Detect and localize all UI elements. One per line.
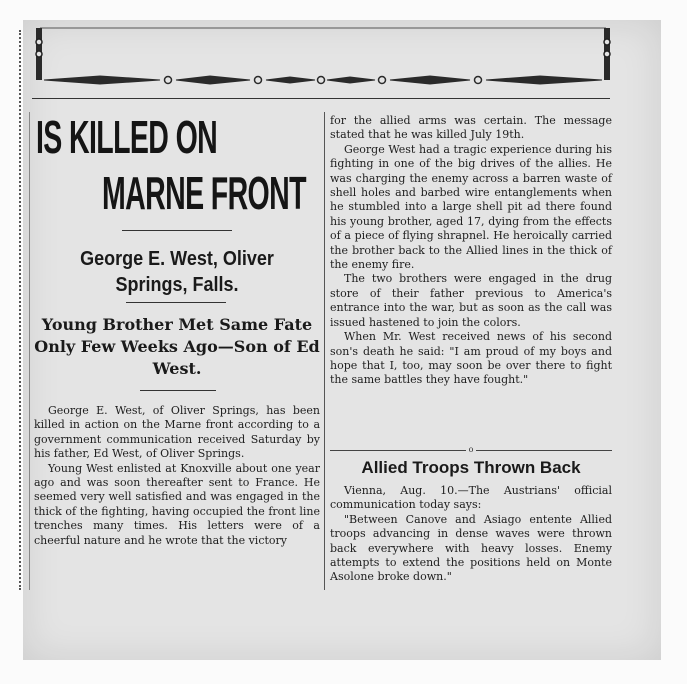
left-column-rule [29, 112, 30, 590]
paragraph: When Mr. West received news of his second son's death he said: "I am proud of my boys and hope that I, too, may soon be over there to fight the same battles they have fought." [330, 330, 612, 387]
ornamental-border-icon [30, 24, 616, 90]
subheadline-rule [126, 302, 226, 303]
left-column-body [34, 404, 320, 548]
headline-rule [122, 230, 232, 231]
paragraph: George West had a tragic experience during his fighting in one of the big drives of the allies. He was charging the enemy across a barren waste of shell holes and barbed wire entanglements when he stumbled into a large shell pit ad there found his young brother, aged 17, dying from the effects of a piece of flying shrapnel. He heroically carried the brother back to the Allied lines in the thick of the enemy fire. [330, 142, 612, 272]
column-divider [324, 112, 325, 590]
right-column-body [330, 114, 612, 388]
paragraph: "Between Canove and Asiago entente Allied troops advancing in dense waves were thrown back everywhere with heavy losses. Enemy attempts to extend the positions held on Monte Asolone broke down." [330, 512, 612, 584]
paragraph: Young West enlisted at Knoxville about one year ago and was soon thereafter sent to France. He seemed very well satisfied and was engaged in the thick of the fighting, having occupied the front line trenches many times. His letters were of a cheerful nature and he wrote that the victory [34, 461, 320, 547]
paragraph: for the allied arms was certain. The message stated that he was killed July 19th. [330, 114, 612, 142]
paragraph: George E. West, of Oliver Springs, has been killed in action on the Marne front according to a government communication received Saturday by his father, Ed West, of Oliver Springs. [34, 404, 320, 461]
paragraph: The two brothers were engaged in the drug store of their father previous to America's entrance into the war, but as soon as the call was issued hastened to join the colors. [330, 272, 612, 329]
deck-headline: Young Brother Met Same Fate Only Few Weeks Ago—Son of Ed West. [34, 315, 320, 378]
top-rule [32, 98, 610, 99]
story-divider [330, 445, 612, 455]
headline-line-2: MARNE FRONT [102, 167, 306, 219]
clipping-left-edge [19, 30, 23, 590]
divider-glyph: o [468, 445, 474, 454]
headline-line-1: IS KILLED ON [36, 111, 218, 163]
second-story-headline: Allied Troops Thrown Back [361, 458, 581, 477]
subheadline: George E. West, Oliver Springs, Falls. [80, 248, 274, 296]
second-story-body [330, 484, 612, 585]
deck-rule [140, 390, 216, 391]
paragraph: Vienna, Aug. 10.—The Austrians' official communication today says: [330, 484, 612, 512]
